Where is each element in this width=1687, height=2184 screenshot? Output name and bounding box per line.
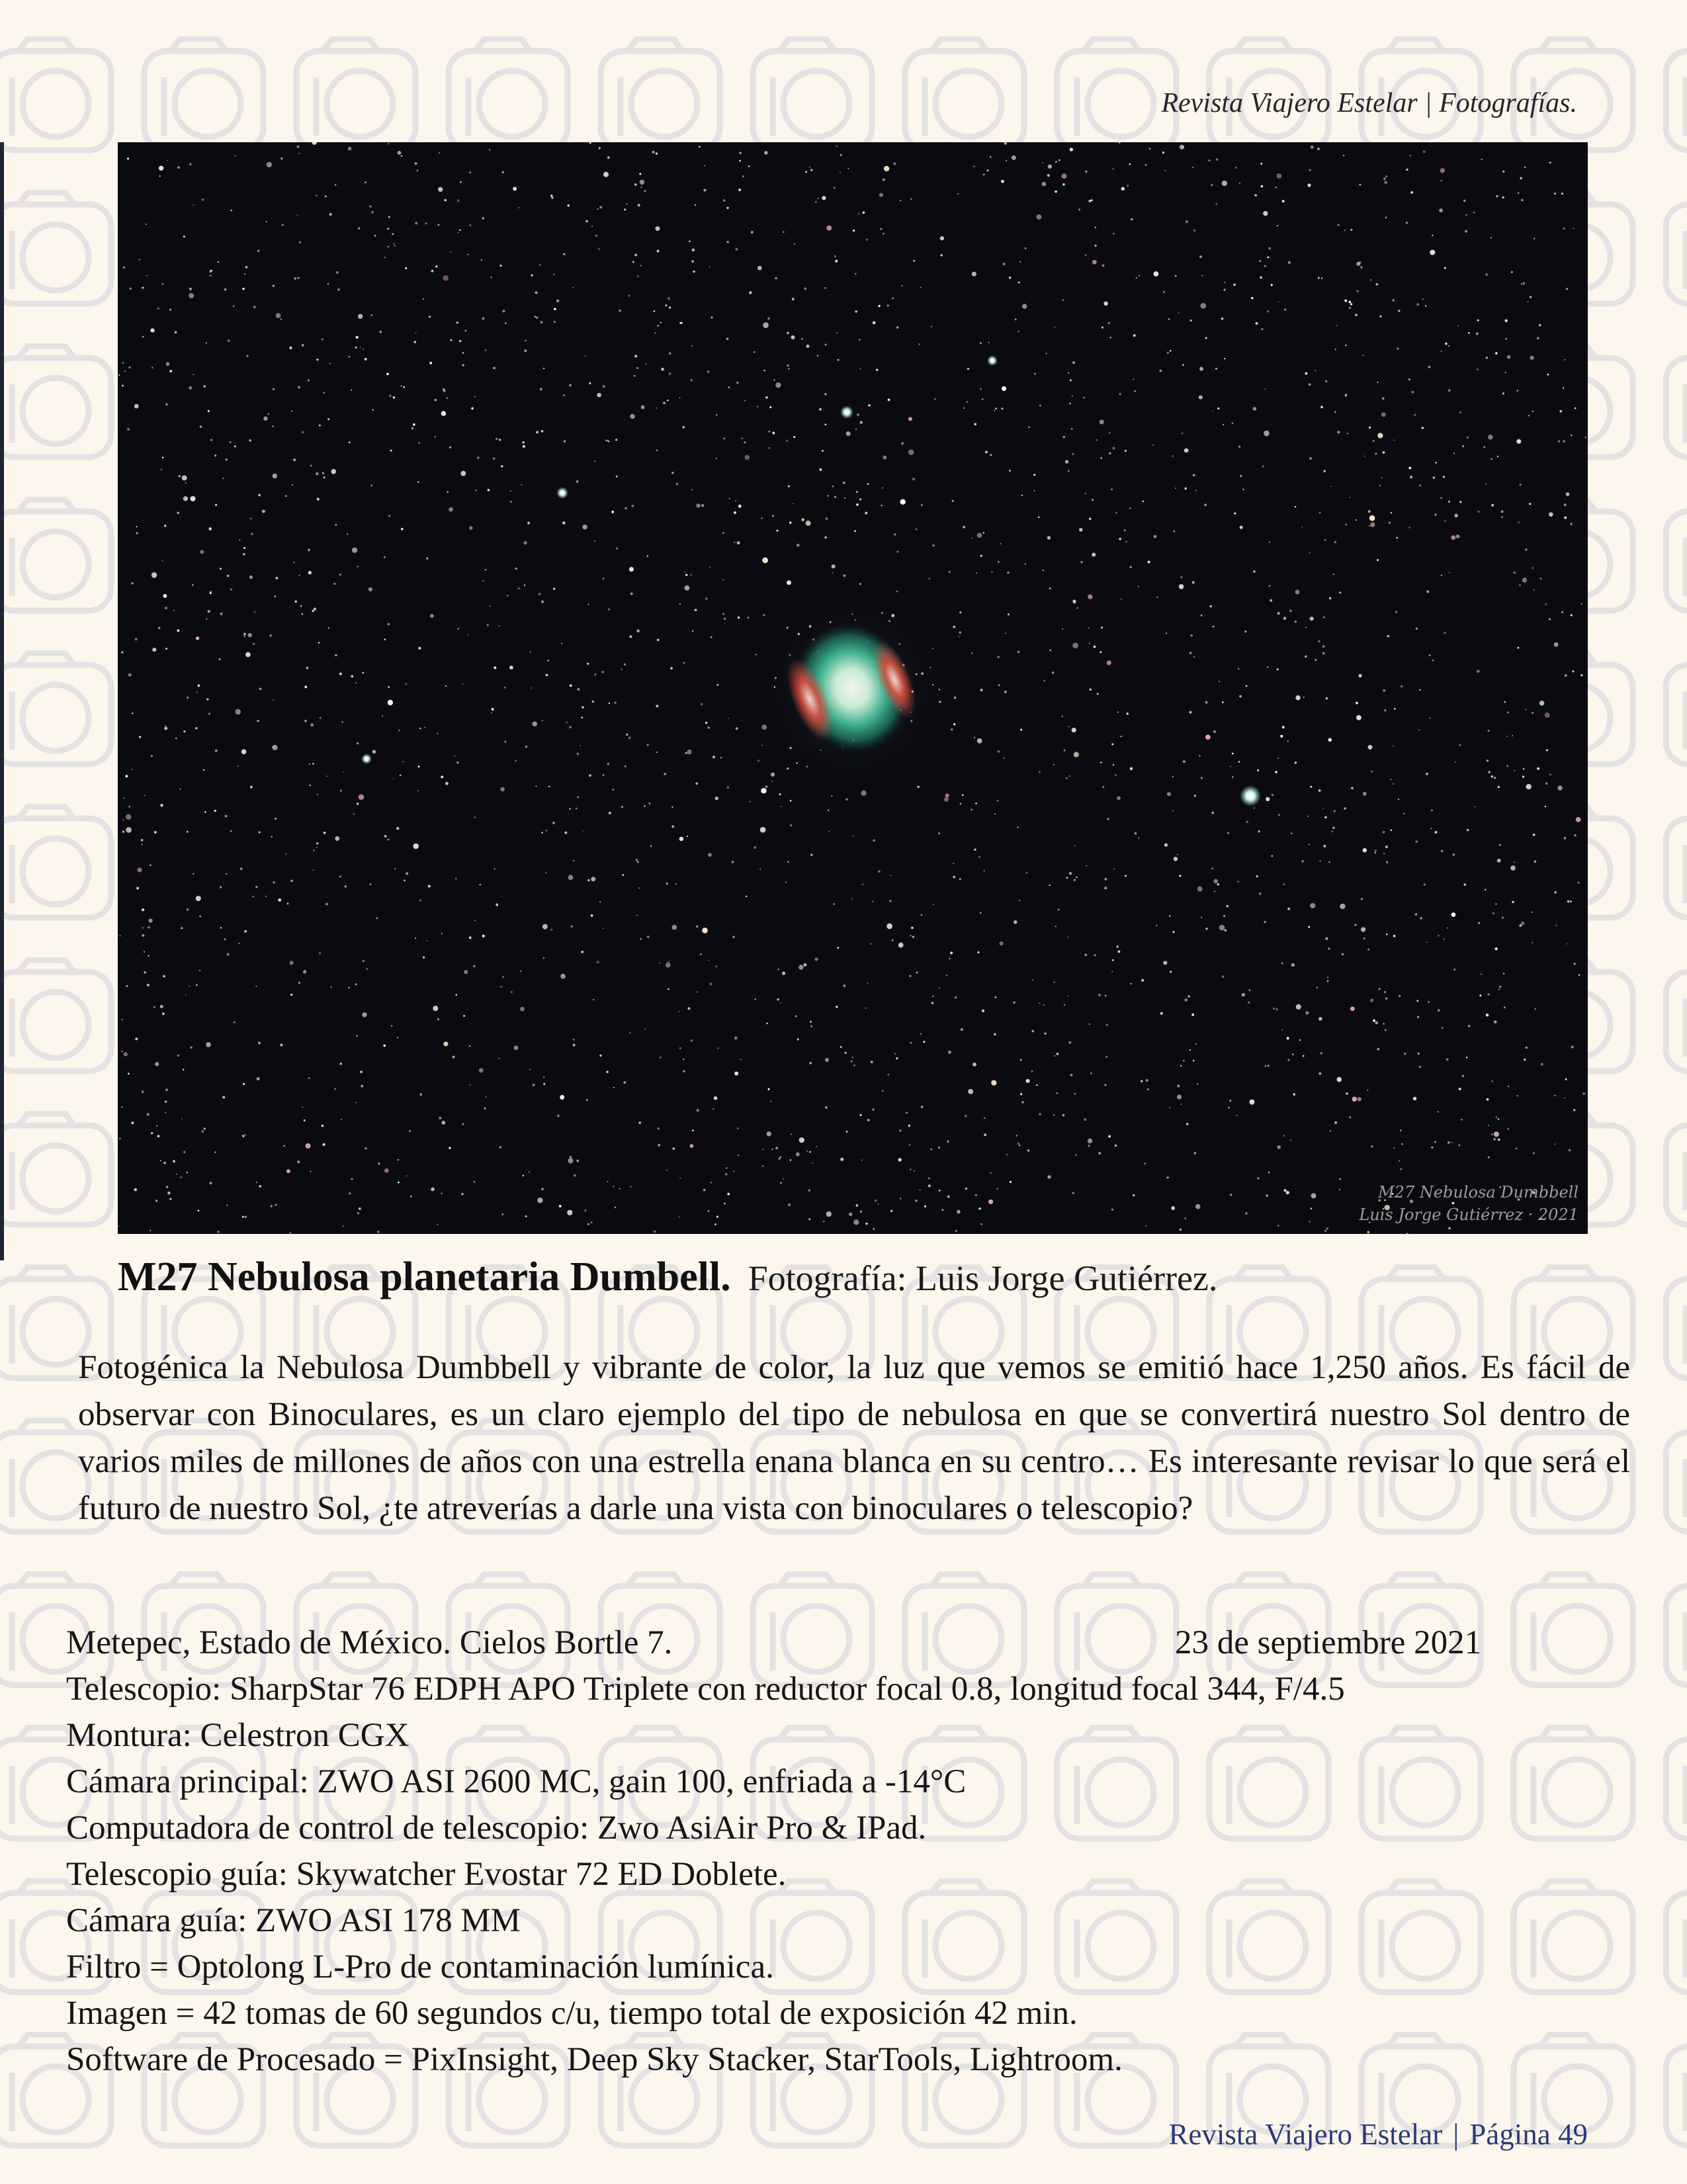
spec-line: Imagen = 42 tomas de 60 segundos c/u, tiempo total de exposición 42 min. — [66, 1995, 1078, 2032]
bright-star — [987, 355, 998, 366]
spec-line: Cámara guía: ZWO ASI 178 MM — [66, 1902, 521, 1939]
spec-line: Telescopio: SharpStar 76 EDPH APO Triplete con reductor focal 0.8, longitud focal 344, F/4.5 — [66, 1671, 1345, 1708]
bright-star — [1240, 785, 1261, 807]
nebula-photo — [118, 142, 1588, 1234]
left-edge-bar — [0, 142, 4, 1260]
signature-line-2: Luis Jorge Gutiérrez · 2021 — [1359, 1205, 1579, 1224]
page-footer — [1168, 2117, 1588, 2152]
spec-line: Cámara principal: ZWO ASI 2600 MC, gain 100, enfriada a -14°C — [66, 1763, 967, 1800]
spec-line: Montura: Celestron CGX — [66, 1717, 410, 1754]
header-section: Fotografías. — [1439, 88, 1577, 118]
header-separator: | — [1424, 88, 1432, 118]
page-header — [1161, 87, 1577, 119]
spec-date: 23 de septiembre 2021 — [1175, 1624, 1482, 1661]
photo-caption — [118, 1254, 1217, 1301]
spec-location-row — [66, 1620, 1641, 1666]
photo-signature — [1359, 1181, 1579, 1226]
footer-magazine: Revista Viajero Estelar — [1168, 2118, 1443, 2151]
spec-line: Filtro = Optolong L-Pro de contaminación lumínica. — [66, 1948, 774, 1986]
bright-star — [556, 487, 568, 499]
spec-line: Telescopio guía: Skywatcher Evostar 72 ED Doblete. — [66, 1856, 787, 1893]
spec-line: Computadora de control de telescopio: Zwo AsiAir Pro & IPad. — [66, 1810, 927, 1847]
signature-line-1: M27 Nebulosa Dumbbell — [1378, 1183, 1579, 1201]
footer-separator: | — [1453, 2118, 1459, 2151]
bright-star — [361, 754, 372, 764]
caption-credit: Fotografía: Luis Jorge Gutiérrez. — [748, 1258, 1218, 1298]
bright-star — [840, 406, 853, 419]
equipment-specs — [66, 1620, 1641, 2083]
footer-page-number: Página 49 — [1469, 2118, 1588, 2151]
caption-title: M27 Nebulosa planetaria Dumbell. — [118, 1254, 731, 1299]
header-magazine: Revista Viajero Estelar — [1161, 88, 1418, 118]
description-paragraph: Fotogénica la Nebulosa Dumbbell y vibrante de color, la luz que vemos se emitió hace 1,250 años. Es fácil de observar con Binoculares, es un claro ejemplo del tipo de nebulosa en que se convertirá nuestro Sol dentro de varios miles de millones de años con una estrella enana blanca en su centro… Es interesante revisar lo que será el futuro de nuestro Sol, ¿te atreverías a darle una vista con binoculares o telescopio? — [78, 1349, 1630, 1527]
starfield-image — [118, 142, 1588, 1234]
spec-line: Software de Procesado = PixInsight, Deep Sky Stacker, StarTools, Lightroom. — [66, 2041, 1123, 2078]
spec-location: Metepec, Estado de México. Cielos Bortle 7. — [66, 1624, 673, 1661]
